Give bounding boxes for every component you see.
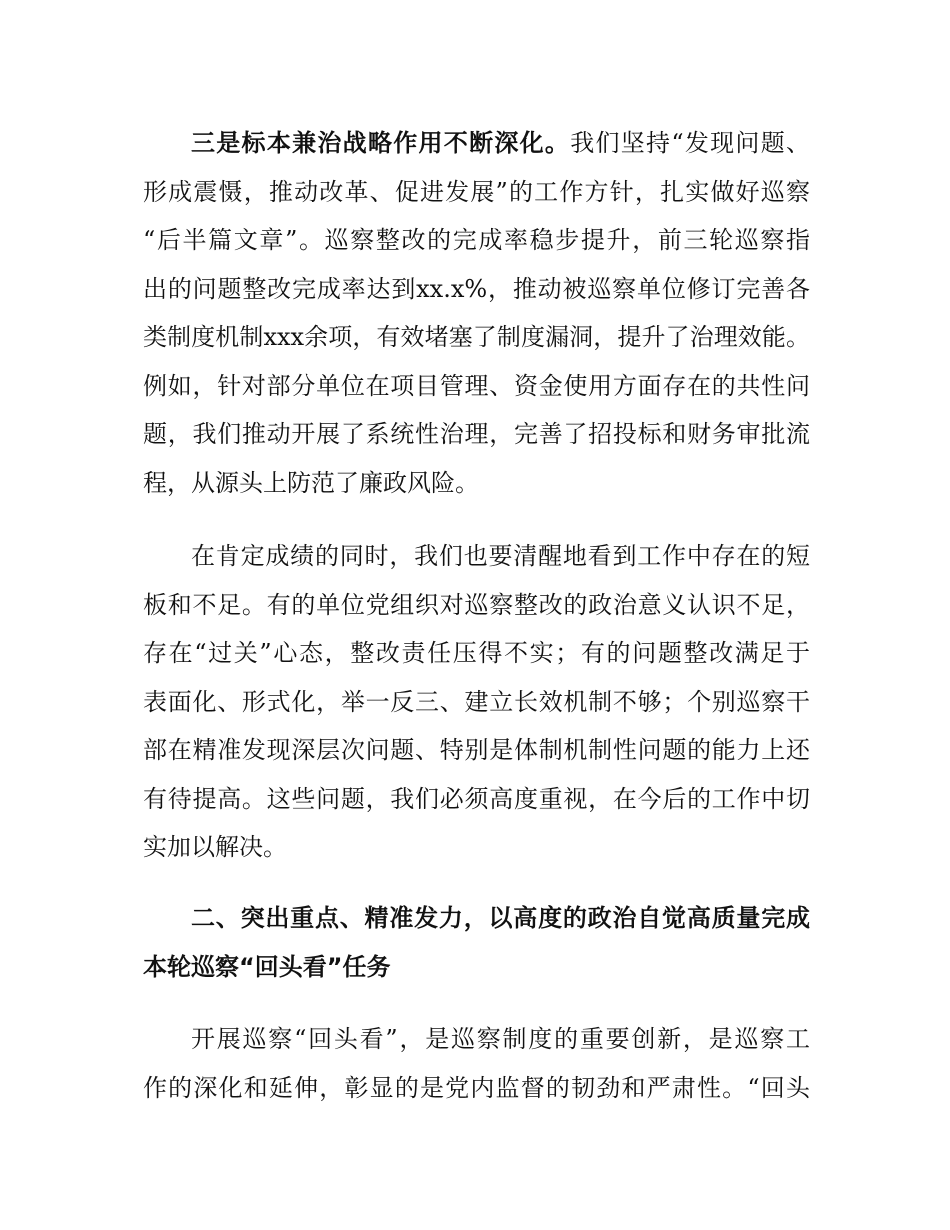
paragraph-line: 有待提高。这些问题，我们必须高度重视，在今后的工作中切 [143, 784, 810, 813]
paragraph-lead-bold: 三是标本兼治战略作用不断深化。 [191, 129, 571, 157]
paragraph-line: 部在精准发现深层次问题、特别是体制机制性问题的能力上还 [143, 736, 810, 764]
paragraph-line: 在肯定成绩的同时，我们也要清醒地看到工作中存在的短 [191, 542, 810, 570]
paragraph-line [143, 119, 810, 168]
paragraph-line: 作的深化和延伸，彰显的是党内监督的韧劲和严肃性。“回头 [143, 1073, 810, 1102]
paragraph-text: 我们坚持“发现问题、 [570, 129, 810, 157]
heading-line: 本轮巡察“回头看”任务 [143, 952, 391, 981]
paragraph-line: 存在“过关”心态，整改责任压得不实；有的问题整改满足于 [143, 639, 810, 667]
paragraph-line: 板和不足。有的单位党组织对巡察整改的政治意义认识不足， [143, 590, 810, 619]
paragraph-line: 出的问题整改完成率达到xx.x%，推动被巡察单位修订完善各 [143, 274, 810, 303]
paragraph-line: 程，从源头上防范了廉政风险。 [143, 468, 479, 497]
paragraph-shortcomings [143, 532, 810, 872]
paragraph-line: 类制度机制xxx余项，有效堵塞了制度漏洞，提升了治理效能。 [143, 323, 810, 351]
paragraph-line: 实加以解决。 [143, 833, 287, 861]
paragraph-line: 表面化、形式化，举一反三、建立长效机制不够；个别巡察干 [143, 687, 810, 716]
paragraph-look-back [143, 1015, 810, 1112]
paragraph-line: 题，我们推动开展了系统性治理，完善了招投标和财务审批流 [143, 420, 810, 448]
paragraph-line: 例如，针对部分单位在项目管理、资金使用方面存在的共性问 [143, 371, 810, 400]
paragraph-line: 开展巡察“回头看”，是巡察制度的重要创新，是巡察工 [191, 1025, 810, 1053]
paragraph-standard-and-root-governance [143, 119, 810, 507]
paragraph-line: 形成震慑，推动改革、促进发展”的工作方针，扎实做好巡察 [143, 177, 810, 206]
paragraph-line: “后半篇文章”。巡察整改的完成率稳步提升，前三轮巡察指 [143, 226, 810, 254]
section-heading [143, 894, 810, 991]
heading-line: 二、突出重点、精准发力，以高度的政治自觉高质量完成 [191, 904, 810, 932]
